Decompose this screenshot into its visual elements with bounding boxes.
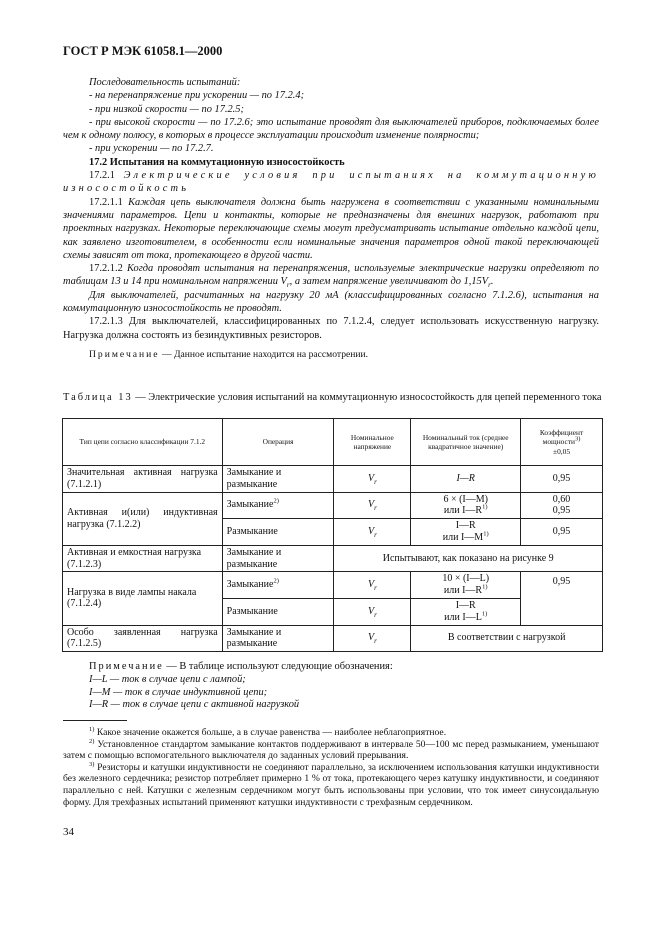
table-13	[62, 418, 603, 652]
cell-type: Нагрузка в виде лампы накала (7.1.2.4)	[63, 572, 223, 625]
cell-voltage: $V_r$	[334, 492, 411, 519]
table-header-row	[63, 419, 603, 466]
table-row	[63, 545, 603, 572]
note-line-3: I—R — ток в случае цепи с активной нагрузкой	[89, 699, 300, 711]
table-row	[63, 492, 603, 519]
cell-current: I—R	[411, 466, 521, 493]
footnote-divider	[63, 720, 127, 721]
cell-current: В соответствии с нагрузкой	[411, 625, 603, 652]
clause-17-2-1-3	[63, 315, 599, 342]
page-number: 34	[63, 826, 74, 838]
footnote-3: $^{3)}$ Резисторы и катушки индуктивности не соединяют параллельно, за исключением использования катушки индуктивности без железного сердечника; резистор потребляет примерно 1 % от тока, протекающего через катушку индуктивности, и соединяют параллельно с ней. Катушки с железным сердечником могут быть использованы при условии, что ток имеет синусоидальную форму. Для трехфазных испытаний применяют катушки индуктивности с трехфазным сердечником.	[63, 760, 599, 808]
cell-voltage: $V_r$	[334, 519, 411, 546]
note-line-1: I—L — ток в случае цепи с лампой;	[89, 673, 246, 685]
note-label: Примечание	[89, 661, 164, 672]
section-title: Испытания на коммутационную износостойкость	[109, 156, 345, 168]
cell-current: 10 × (I—L) или $I—R^{1)}$	[411, 572, 521, 599]
page-header-standard: ГОСТ Р МЭК 61058.1—2000	[63, 44, 223, 58]
footnote-1: $^{1)}$ Какое значение окажется больше, а в случае равенства — наиболее неблагоприятное.	[89, 725, 447, 738]
section-number: 17.2.1	[89, 170, 115, 182]
cell-type: Активная и(или) индуктивная нагрузка (7.1.2.2)	[63, 492, 223, 545]
cell-voltage: $V_r$	[334, 466, 411, 493]
sequence-item-2: - при низкой скорости — по 17.2.5;	[89, 103, 244, 115]
clause-number: 17.2.1.1	[89, 196, 123, 208]
cell-voltage: $V_r$	[334, 598, 411, 625]
table-caption-text: — Электрические условия испытаний на коммутационную износостойкость для цепей переменного тока	[132, 392, 602, 403]
section-title: Электрические условия при испытаниях на коммутационную износостойкость	[63, 170, 599, 195]
clause-end: .	[490, 276, 494, 288]
cell-note: Испытывают, как показано на рисунке 9	[334, 545, 603, 572]
note-text: — В таблице используют следующие обозначения:	[163, 661, 393, 672]
header-rated-current: Номинальный ток (среднее квадратичное значение)	[411, 419, 521, 466]
cell-op: Замыкание и размыкание	[222, 466, 334, 493]
cell-current: I—R или $I—L^{1)}$	[411, 598, 521, 625]
sequence-title: Последовательность испытаний:	[89, 77, 241, 88]
clause-17-2-1-1	[63, 196, 599, 262]
cell-pf: 0,95	[521, 466, 603, 493]
cell-type: Особо заявленная нагрузка (7.1.2.5)	[63, 625, 223, 652]
cell-voltage: $V_r$	[334, 572, 411, 599]
test-sequence-block	[63, 76, 599, 361]
table-row	[63, 625, 603, 652]
clause-text: Каждая цепь выключателя должна быть нагружена в соответствии с указанными номинальными значениями параметров. Цепи и контакты, которые не предназначены для внешних нагрузок, работают при проектных нагрузках. Некоторые переключающие схемы могут предусматривать испытание отдельно каждой цепи, как заявлено изготовителем, в особенности если номинальные значения параметров одной такой переключающей схемы зависят от тока, протекающего в другой части.	[63, 196, 599, 261]
header-circuit-type: Тип цепи согласно классификации 7.1.2	[63, 419, 223, 466]
cell-op: Размыкание	[222, 598, 334, 625]
clause-17-2-1-2-text2: Для выключателей, расчитанных на нагрузку 20 мА (классифицированных согласно 7.1.2.6), испытания на коммутационную износостойкость не проводят.	[63, 289, 599, 315]
clause-text: Для выключателей, классифицированных по 7.1.2.4, следует использовать искусственную нагрузку. Нагрузка должна состоять из безиндуктивных резисторов.	[63, 316, 599, 341]
header-operation: Операция	[222, 419, 334, 466]
cell-pf: 0,95	[521, 572, 603, 625]
header-rated-voltage: Номинальное напряжение	[334, 419, 411, 466]
table-label: Таблица 13	[63, 392, 133, 403]
table-note	[63, 661, 599, 712]
cell-op: Замыкание$^{2)}$	[222, 572, 334, 599]
clause-text-a: Когда проводят испытания на перенапряжения, используемые электрические нагрузки определяют по таблицам 13 и 14 при номинальном напряжении	[63, 263, 599, 288]
sequence-item-3: - при высокой скорости — по 17.2.6; это испытание проводят для выключателей приборов, подключаемых более чем к одному полюсу, в которых в процессе эксплуатации происходит изменение полярности;	[63, 116, 599, 142]
cell-voltage: $V_r$	[334, 625, 411, 652]
cell-op: Замыкание$^{2)}$	[222, 492, 334, 519]
note-1	[63, 348, 599, 361]
cell-current: 6 × (I—M) или $I—R^{1)}$	[411, 492, 521, 519]
clause-text-b: , а затем напряжение увеличивают до	[289, 276, 461, 288]
table-13-caption	[63, 392, 603, 404]
clause-number: 17.2.1.2	[89, 263, 123, 275]
sequence-item-1: - на перенапряжение при ускорении — по 17.2.4;	[89, 90, 305, 102]
cell-type: Активная и емкостная нагрузка (7.1.2.3)	[63, 545, 223, 572]
cell-pf: 0,60 0,95	[521, 492, 603, 519]
clause-number: 17.2.1.3	[89, 316, 123, 328]
note-label: Примечание	[89, 348, 160, 360]
sequence-item-4: - при ускорении — по 17.2.7.	[89, 143, 214, 155]
cell-pf: 0,95	[521, 519, 603, 546]
table-row	[63, 466, 603, 493]
cell-op: Замыкание и размыкание	[222, 545, 334, 572]
cell-op: Размыкание	[222, 519, 334, 546]
section-17-2-heading	[63, 156, 599, 169]
cell-current: I—R или $I—M^{1)}$	[411, 519, 521, 546]
table-row	[63, 572, 603, 599]
voltage-value: $1,15V_r$	[463, 276, 491, 290]
note-line-2: I—M — ток в случае индуктивной цепи;	[89, 686, 268, 698]
header-power-factor: Коэффициент мощности$^{3)}$ ±0,05	[521, 419, 603, 466]
footnotes	[63, 727, 599, 808]
cell-type: Значительная активная нагрузка (7.1.2.1)	[63, 466, 223, 493]
cell-op: Замыкание и размыкание	[222, 625, 334, 652]
clause-17-2-1-2	[63, 262, 599, 289]
voltage-symbol: $V_r$	[280, 276, 290, 290]
section-17-2-1-heading	[63, 169, 599, 196]
note-text: — Данное испытание находится на рассмотрении.	[159, 348, 369, 360]
section-number: 17.2	[89, 156, 108, 168]
footnote-2: $^{2)}$ Установленное стандартом замыкание контактов поддерживают в интервале 50—100 мс перед размыканием, уменьшают затем с помощью вспомогательного выключателя до заданных условий прерывания.	[63, 737, 599, 762]
